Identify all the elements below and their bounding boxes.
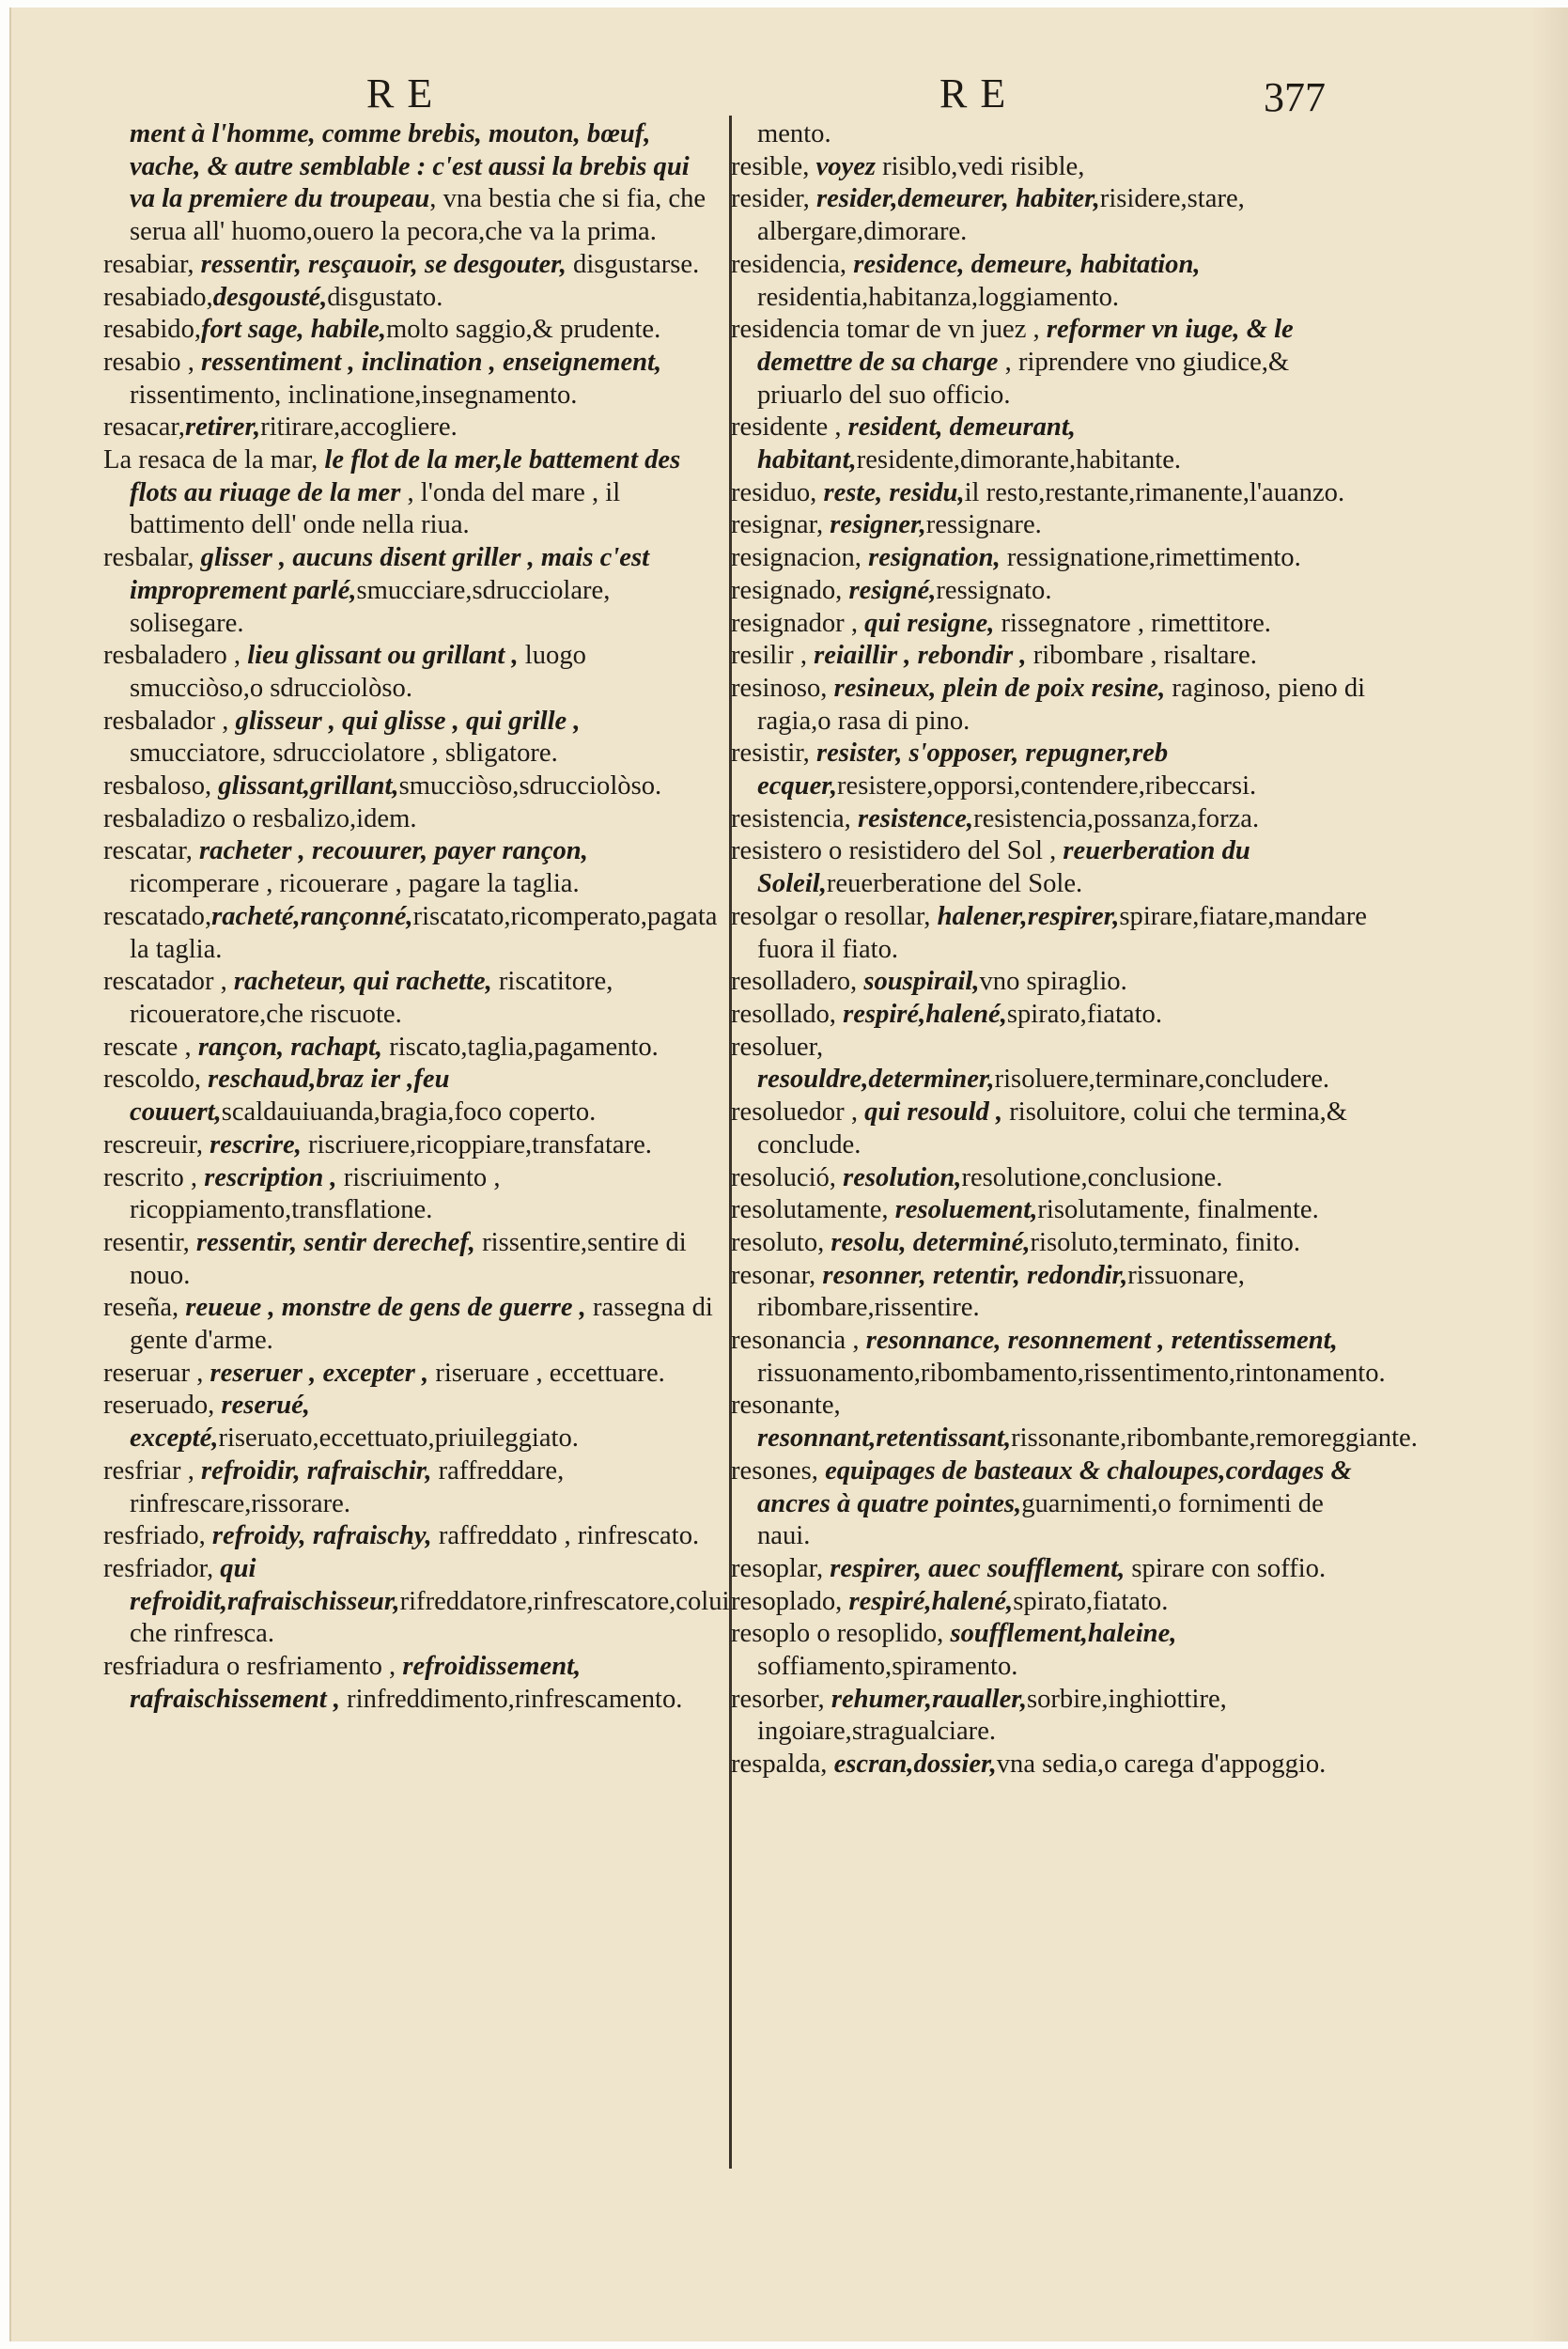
dictionary-entry — [103, 1227, 720, 1292]
dictionary-entry — [731, 151, 1370, 184]
italian-gloss: spirato,fiatato. — [1006, 999, 1162, 1029]
spanish-headword: resabiado, — [103, 282, 213, 312]
french-gloss: glisseur , qui glisse , qui grille , — [235, 706, 581, 736]
french-gloss: soufflement,haleine, — [950, 1619, 1177, 1649]
spanish-headword: resacar, — [103, 412, 185, 443]
spanish-headword: resignacion, — [731, 543, 869, 573]
spanish-headword: resolució, — [731, 1162, 844, 1192]
french-gloss: le flot de la mer,le battement des flots au riuage de la mer — [130, 445, 681, 507]
italian-gloss: guarnimenti,o fornimenti de naui. — [757, 1488, 1324, 1551]
italian-gloss: risoluitore, colui che termina,& conclude. — [757, 1097, 1347, 1159]
italian-gloss: rissuonare, ribombare,rissentire. — [757, 1260, 1245, 1323]
french-gloss: rehumer,raualler, — [831, 1684, 1027, 1714]
french-gloss: resistence, — [857, 803, 974, 833]
spanish-headword: resoplado, — [731, 1586, 849, 1616]
spanish-headword: resorber, — [731, 1684, 831, 1714]
dictionary-entry — [103, 770, 720, 803]
italian-gloss: luogo smucciòso,o sdrucciolòso. — [130, 641, 586, 703]
french-gloss: refroidir, rafraischir, — [201, 1455, 432, 1486]
dictionary-entry — [731, 1032, 1370, 1097]
french-gloss: ment à l'homme, comme brebis, mouton, bœuf, vache, & autre semblable : c'est aussi la brebis qui va la premiere du troupeau — [130, 119, 690, 214]
spanish-headword: resbaladero , — [103, 641, 248, 671]
french-gloss: reserué, excepté, — [130, 1391, 310, 1454]
italian-gloss: ribombare , risaltare. — [1026, 641, 1257, 671]
spanish-headword: resoplo o resoplido, — [731, 1619, 951, 1649]
french-gloss: glissant,grillant, — [218, 771, 399, 801]
french-gloss: residence, demeure, habitation, — [853, 249, 1201, 279]
spanish-headword: resistencia, — [731, 803, 858, 833]
spanish-headword: residuo, — [731, 477, 824, 507]
french-gloss: voyez — [815, 151, 877, 181]
italian-gloss: riscriuimento , ricoppiamento,transflatione. — [130, 1162, 501, 1225]
spanish-headword: resistir, — [731, 739, 816, 769]
spanish-headword: resbaloso, — [103, 771, 219, 801]
italian-gloss: rifreddatore,rinfrescatore,colui che rinfresca. — [130, 1586, 730, 1649]
italian-gloss: ritirare,accogliere. — [260, 412, 458, 443]
french-gloss: resonnant,retentissant, — [757, 1423, 1012, 1454]
french-gloss: resident, demeurant, habitant, — [757, 412, 1076, 475]
italian-gloss: scaldauiuanda,bragia,foco coperto. — [221, 1097, 597, 1128]
spanish-headword: resbalar, — [103, 543, 201, 573]
spanish-headword: resinoso, — [731, 673, 834, 703]
french-gloss: reuerberation du Soleil, — [757, 836, 1250, 899]
spanish-headword: resignar, — [731, 510, 831, 540]
dictionary-entry — [103, 444, 720, 542]
dictionary-entry — [731, 999, 1370, 1032]
spanish-headword: resilir , — [731, 641, 815, 671]
dictionary-entry — [103, 1390, 720, 1455]
spanish-headword: resolladero, — [731, 967, 864, 997]
french-gloss: desgousté, — [212, 282, 328, 312]
dictionary-entry — [103, 314, 720, 347]
french-gloss: resigné, — [848, 575, 937, 605]
italian-gloss: rinfreddimento,rinfrescamento. — [340, 1684, 683, 1714]
spanish-headword: resonar, — [731, 1260, 823, 1290]
dictionary-entry — [731, 901, 1370, 966]
spanish-headword: resabio , — [103, 347, 202, 377]
italian-gloss: risidere,stare, albergare,dimorare. — [757, 184, 1245, 247]
dictionary-entry — [731, 118, 1370, 151]
spanish-headword: resonante, — [731, 1391, 841, 1421]
italian-gloss: rissentimento, inclinatione,insegnamento. — [130, 380, 578, 410]
french-gloss: resonnance, resonnement , retentissement, — [865, 1326, 1338, 1356]
spanish-headword: resoluto, — [731, 1227, 831, 1257]
spanish-headword: resoluer, — [731, 1032, 824, 1062]
left-column — [103, 118, 730, 1716]
italian-gloss: rissegnatore , rimettitore. — [994, 608, 1271, 638]
french-gloss: fort sage, habile, — [201, 315, 386, 345]
italian-gloss: il resto,restante,rimanente,l'auanzo. — [964, 477, 1345, 507]
french-gloss: qui resould , — [864, 1097, 1003, 1128]
italian-gloss: riseruato,eccettuato,priuileggiato. — [218, 1423, 579, 1454]
french-gloss: resolu, determiné, — [831, 1227, 1031, 1257]
spanish-headword: reseruar , — [103, 1358, 210, 1388]
spanish-headword: rescatado, — [103, 901, 212, 931]
dictionary-entry — [731, 673, 1370, 738]
dictionary-entry — [103, 1032, 720, 1065]
dictionary-entry — [731, 1684, 1370, 1749]
spanish-headword: rescoldo, — [103, 1065, 209, 1095]
spanish-headword: respalda, — [731, 1750, 834, 1780]
spanish-headword: resfriador, — [103, 1553, 221, 1583]
french-gloss: reueue , monstre de gens de guerre , — [185, 1293, 586, 1323]
french-gloss: racheté,rançonné, — [211, 901, 413, 931]
italian-gloss: rassegna di gente d'arme. — [130, 1293, 713, 1356]
french-gloss: resignation, — [868, 543, 1001, 573]
italian-gloss: residente,dimorante,habitante. — [856, 445, 1182, 475]
french-gloss: ressentir, sentir derechef, — [195, 1227, 475, 1257]
french-gloss: equipages de basteaux & chaloupes,cordages & ancres à quatre pointes, — [757, 1455, 1352, 1518]
italian-gloss: smucciatore, sdrucciolatore , sbligatore. — [130, 739, 558, 769]
dictionary-entry — [103, 1162, 720, 1227]
book-page — [9, 8, 1568, 2341]
italian-gloss: vno spiraglio. — [979, 967, 1127, 997]
italian-gloss: riscriuere,ricoppiare,transfatare. — [301, 1129, 652, 1159]
dictionary-entry — [731, 1618, 1370, 1683]
dictionary-entry — [731, 1390, 1418, 1455]
running-head-right: RE — [939, 70, 1019, 117]
running-head-left: RE — [366, 70, 446, 117]
italian-gloss: spirare,fiatare,mandare fuora il fiato. — [757, 901, 1367, 964]
dictionary-entry — [103, 542, 720, 640]
spanish-headword: resignador , — [731, 608, 865, 638]
spanish-headword: resoplar, — [731, 1553, 831, 1583]
dictionary-entry — [103, 966, 720, 1031]
spanish-headword: rescate , — [103, 1032, 198, 1062]
french-gloss: refroidissement, rafraischissement , — [130, 1652, 582, 1714]
spanish-headword: resabido, — [103, 315, 202, 345]
dictionary-entry — [731, 1162, 1370, 1195]
dictionary-entry — [103, 412, 720, 444]
italian-gloss: sorbire,inghiottire, ingoiare,stragualciare. — [757, 1684, 1227, 1747]
italian-gloss: rissonante,ribombante,remoreggiante. — [1011, 1423, 1418, 1454]
italian-gloss: risoluere,terminare,concludere. — [994, 1065, 1330, 1095]
dictionary-entry — [103, 249, 720, 282]
dictionary-entry — [731, 575, 1370, 608]
french-gloss: escran,dossier, — [833, 1750, 997, 1780]
dictionary-entry — [731, 314, 1370, 412]
spanish-headword: resolgar o resollar, — [731, 901, 938, 931]
spanish-headword: resfriado, — [103, 1521, 212, 1551]
spanish-headword: resones, — [731, 1455, 826, 1486]
dictionary-entry — [103, 118, 720, 249]
dictionary-entry — [731, 1194, 1370, 1227]
dictionary-entry — [103, 1520, 720, 1553]
dictionary-entry — [731, 412, 1370, 476]
italian-gloss: reuerberatione del Sole. — [826, 869, 1083, 899]
spanish-headword: residencia, — [731, 249, 854, 279]
italian-gloss: resolutione,conclusione. — [961, 1162, 1223, 1192]
dictionary-entry — [731, 608, 1370, 641]
french-gloss: respirer, auec soufflement, — [830, 1553, 1126, 1583]
dictionary-entry — [731, 1097, 1370, 1161]
italian-gloss: riscatato,ricomperato,pagata la taglia. — [130, 901, 718, 964]
italian-gloss: residentia,habitanza,loggiamento. — [757, 282, 1120, 312]
italian-gloss: disgustarse. — [566, 249, 700, 279]
dictionary-entry — [731, 1553, 1370, 1586]
dictionary-entry — [731, 1227, 1370, 1260]
dictionary-entry — [731, 835, 1370, 900]
italian-gloss: risolutamente, finalmente. — [1037, 1195, 1319, 1225]
italian-gloss: soffiamento,spiramento. — [757, 1652, 1018, 1682]
spanish-headword: resentir, — [103, 1227, 196, 1257]
dictionary-entry — [731, 738, 1370, 802]
dictionary-entry — [731, 1586, 1370, 1619]
spanish-headword: rescatar, — [103, 836, 200, 866]
italian-gloss: risiblo,vedi risible, — [876, 151, 1085, 181]
french-gloss: retirer, — [184, 412, 261, 443]
dictionary-entry — [731, 477, 1370, 510]
french-gloss: ressentir, resçauoir, se desgouter, — [200, 249, 567, 279]
spanish-headword: reseña, — [103, 1293, 186, 1323]
spanish-headword: resolutamente, — [731, 1195, 895, 1225]
page-number: 377 — [1264, 74, 1326, 120]
italian-gloss: idem. — [356, 803, 417, 833]
dictionary-entry — [103, 901, 720, 966]
spanish-headword: resabiar, — [103, 249, 201, 279]
french-gloss: reformer vn iuge, & le demettre de sa charge — [757, 315, 1294, 377]
french-gloss: resigner, — [830, 510, 926, 540]
italian-gloss: mento. — [757, 119, 831, 148]
dictionary-entry — [731, 183, 1370, 248]
dictionary-entry — [103, 1292, 720, 1357]
italian-gloss: smucciòso,sdrucciolòso. — [398, 771, 662, 801]
french-gloss: resolution, — [843, 1162, 962, 1192]
italian-gloss: spirare con soffio. — [1125, 1553, 1327, 1583]
french-gloss: resoluement, — [894, 1195, 1038, 1225]
italian-gloss: riscatitore, ricoueratore,che riscuote. — [130, 967, 613, 1029]
spanish-headword: rescrito , — [103, 1162, 205, 1192]
italian-gloss: riseruare , eccettuare. — [428, 1358, 665, 1388]
spanish-headword: resollado, — [731, 999, 844, 1029]
french-gloss: reste, residu, — [823, 477, 965, 507]
spanish-headword: La resaca de la mar, — [103, 445, 325, 475]
italian-gloss: risoluto,terminato, finito. — [1030, 1227, 1300, 1257]
spanish-headword: residente , — [731, 412, 848, 443]
dictionary-entry — [731, 249, 1370, 314]
italian-gloss: raffreddato , rinfrescato. — [431, 1521, 700, 1551]
spanish-headword: resonancia , — [731, 1326, 866, 1356]
french-gloss: resider,demeurer, habiter, — [815, 184, 1100, 214]
dictionary-entry — [103, 1651, 720, 1716]
dictionary-entry — [103, 1553, 730, 1651]
french-gloss: racheteur, qui rachette, — [233, 967, 492, 997]
italian-gloss: molto saggio,& prudente. — [386, 315, 661, 345]
dictionary-entry — [103, 706, 720, 770]
french-gloss: halener,respirer, — [937, 901, 1120, 931]
spanish-headword: resbalador , — [103, 706, 236, 736]
italian-gloss: rissuonamento,ribombamento,rissentimento,rintonamento. — [757, 1358, 1386, 1388]
spanish-headword: resfriadura o resfriamento , — [103, 1652, 403, 1682]
spanish-headword: rescatador , — [103, 967, 234, 997]
spanish-headword: resfriar , — [103, 1455, 201, 1486]
spanish-headword: reseruado, — [103, 1391, 222, 1421]
italian-gloss: spirato,fiatato. — [1013, 1586, 1169, 1616]
french-gloss: glisser , aucuns disent griller , mais c'est improprement parlé, — [130, 543, 650, 605]
french-gloss: rescription , — [204, 1162, 337, 1192]
spanish-headword: resible, — [731, 151, 816, 181]
dictionary-entry — [731, 640, 1370, 673]
dictionary-entry — [103, 1358, 720, 1391]
italian-gloss: smucciare,sdrucciolare, solisegare. — [130, 575, 611, 638]
french-gloss: racheter , recouurer, payer rançon, — [199, 836, 588, 866]
italian-gloss: ressignatione,rimettimento. — [1000, 543, 1301, 573]
french-gloss: reiaillir , rebondir , — [814, 641, 1027, 671]
italian-gloss: resistere,opporsi,contendere,ribeccarsi. — [836, 771, 1257, 801]
italian-gloss: ressignato. — [936, 575, 1052, 605]
french-gloss: rescrire, — [210, 1129, 302, 1159]
dictionary-entry — [731, 803, 1370, 836]
italian-gloss: vna sedia,o carega d'appoggio. — [996, 1750, 1327, 1780]
dictionary-entry — [731, 1749, 1370, 1781]
italian-gloss: raginoso, pieno di ragia,o rasa di pino. — [757, 673, 1366, 736]
spanish-headword: rescreuir, — [103, 1129, 210, 1159]
french-gloss: respiré,halené, — [848, 1586, 1014, 1616]
french-gloss: resouldre,determiner, — [757, 1065, 995, 1095]
french-gloss: resister, s'opposer, repugner,reb ecquer, — [757, 739, 1169, 801]
dictionary-entry — [731, 1260, 1370, 1325]
french-gloss: reseruer , excepter , — [210, 1358, 429, 1388]
italian-gloss: , l'onda del mare , il battimento dell' onde nella riua. — [130, 477, 621, 540]
french-gloss: refroidy, rafraischy, — [211, 1521, 432, 1551]
italian-gloss: ressignare. — [925, 510, 1042, 540]
french-gloss: rançon, rachapt, — [197, 1032, 383, 1062]
spanish-headword: residencia tomar de vn juez , — [731, 315, 1047, 345]
dictionary-entry — [103, 282, 720, 315]
italian-gloss: raffreddare, rinfrescare,rissorare. — [130, 1455, 565, 1518]
french-gloss: lieu glissant ou grillant , — [247, 641, 519, 671]
dictionary-entry — [731, 966, 1370, 999]
french-gloss: resonner, retentir, redondir, — [822, 1260, 1128, 1290]
dictionary-entry — [731, 1455, 1370, 1553]
dictionary-entry — [103, 1455, 720, 1520]
french-gloss: reschaud,braz ier ,feu couuert, — [130, 1065, 450, 1128]
dictionary-entry — [103, 1064, 720, 1128]
dictionary-entry — [103, 803, 720, 836]
spanish-headword: resistero o resistidero del Sol , — [731, 836, 1063, 866]
dictionary-entry — [103, 347, 720, 412]
spanish-headword: resbaladizo o resbalizo, — [103, 803, 357, 833]
french-gloss: qui resigne, — [864, 608, 995, 638]
french-gloss: souspirail, — [863, 967, 980, 997]
dictionary-entry — [103, 1129, 720, 1162]
spanish-headword: resider, — [731, 184, 816, 214]
dictionary-entry — [731, 509, 1370, 542]
spanish-headword: resoluedor , — [731, 1097, 865, 1128]
french-gloss: resineux, plein de poix resine, — [833, 673, 1166, 703]
french-gloss: qui refroidit,rafraischisseur, — [130, 1553, 400, 1616]
italian-gloss: ricomperare , ricouerare , pagare la taglia. — [130, 869, 580, 899]
italian-gloss: rissentire,sentire di nouo. — [130, 1227, 687, 1290]
italian-gloss: resistencia,possanza,forza. — [973, 803, 1260, 833]
italian-gloss: riscato,taglia,pagamento. — [382, 1032, 659, 1062]
italian-gloss: , riprendere vno giudice,& priuarlo del suo officio. — [757, 347, 1290, 410]
dictionary-entry — [731, 542, 1370, 575]
french-gloss: respiré,halené, — [843, 999, 1007, 1029]
dictionary-entry — [731, 1325, 1386, 1390]
italian-gloss: disgustato. — [327, 282, 443, 312]
spanish-headword: resignado, — [731, 575, 849, 605]
dictionary-entry — [103, 640, 720, 705]
italian-gloss: , vna bestia che si fia, che serua all' huomo,ouero la pecora,che va la prima. — [130, 184, 706, 247]
dictionary-entry — [103, 835, 720, 900]
right-column — [731, 118, 1418, 1781]
french-gloss: ressentiment , inclination , enseignement, — [201, 347, 662, 377]
